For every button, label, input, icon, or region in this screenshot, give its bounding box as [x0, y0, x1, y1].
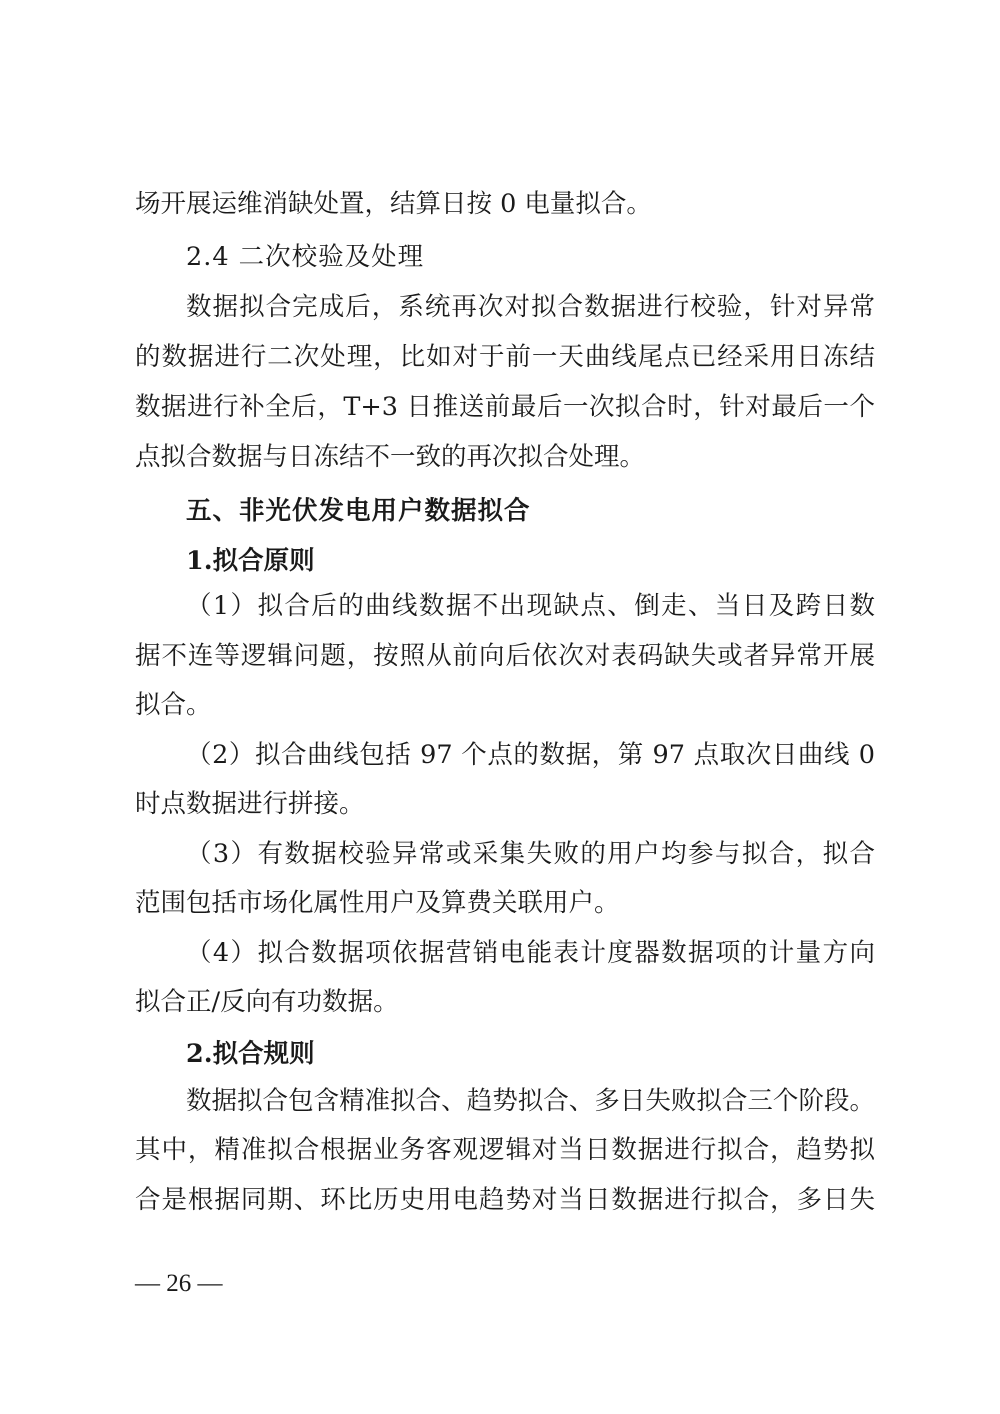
subsection-heading: 1.拟合原则 [186, 546, 315, 576]
paragraph-line: 拟合正/反向有功数据。 [135, 987, 399, 1017]
paragraph-line: 其中，精准拟合根据业务客观逻辑对当日数据进行拟合，趋势拟 [135, 1135, 875, 1165]
paragraph-line: （2）拟合曲线包括 97 个点的数据，第 97 点取次日曲线 0 [186, 740, 875, 770]
subsection-heading: 2.拟合规则 [186, 1039, 315, 1069]
paragraph-line: 拟合。 [135, 690, 212, 720]
paragraph-line: 合是根据同期、环比历史用电趋势对当日数据进行拟合，多日失 [135, 1185, 875, 1215]
paragraph-line: 时点数据进行拼接。 [135, 789, 365, 819]
paragraph-line: 数据拟合完成后，系统再次对拟合数据进行校验，针对异常 [186, 292, 875, 322]
paragraph-line: 据不连等逻辑问题，按照从前向后依次对表码缺失或者异常开展 [135, 641, 875, 671]
page-number: — 26 — [135, 1270, 223, 1297]
section-heading: 五、非光伏发电用户数据拟合 [186, 496, 531, 526]
paragraph-line: （1）拟合后的曲线数据不出现缺点、倒走、当日及跨日数 [186, 591, 875, 621]
paragraph-line: 数据进行补全后，T+3 日推送前最后一次拟合时，针对最后一个 [135, 392, 875, 422]
paragraph-line: 范围包括市场化属性用户及算费关联用户。 [135, 888, 620, 918]
paragraph-line: 数据拟合包含精准拟合、趋势拟合、多日失败拟合三个阶段。 [186, 1086, 875, 1116]
paragraph-line: （4）拟合数据项依据营销电能表计度器数据项的计量方向 [186, 938, 875, 968]
paragraph-line: 场开展运维消缺处置，结算日按 0 电量拟合。 [135, 189, 652, 219]
subsection-heading: 2.4 二次校验及处理 [186, 242, 425, 272]
paragraph-line: （3）有数据校验异常或采集失败的用户均参与拟合，拟合 [186, 839, 875, 869]
paragraph-line: 的数据进行二次处理，比如对于前一天曲线尾点已经采用日冻结 [135, 342, 875, 372]
paragraph-line: 点拟合数据与日冻结不一致的再次拟合处理。 [135, 442, 646, 472]
